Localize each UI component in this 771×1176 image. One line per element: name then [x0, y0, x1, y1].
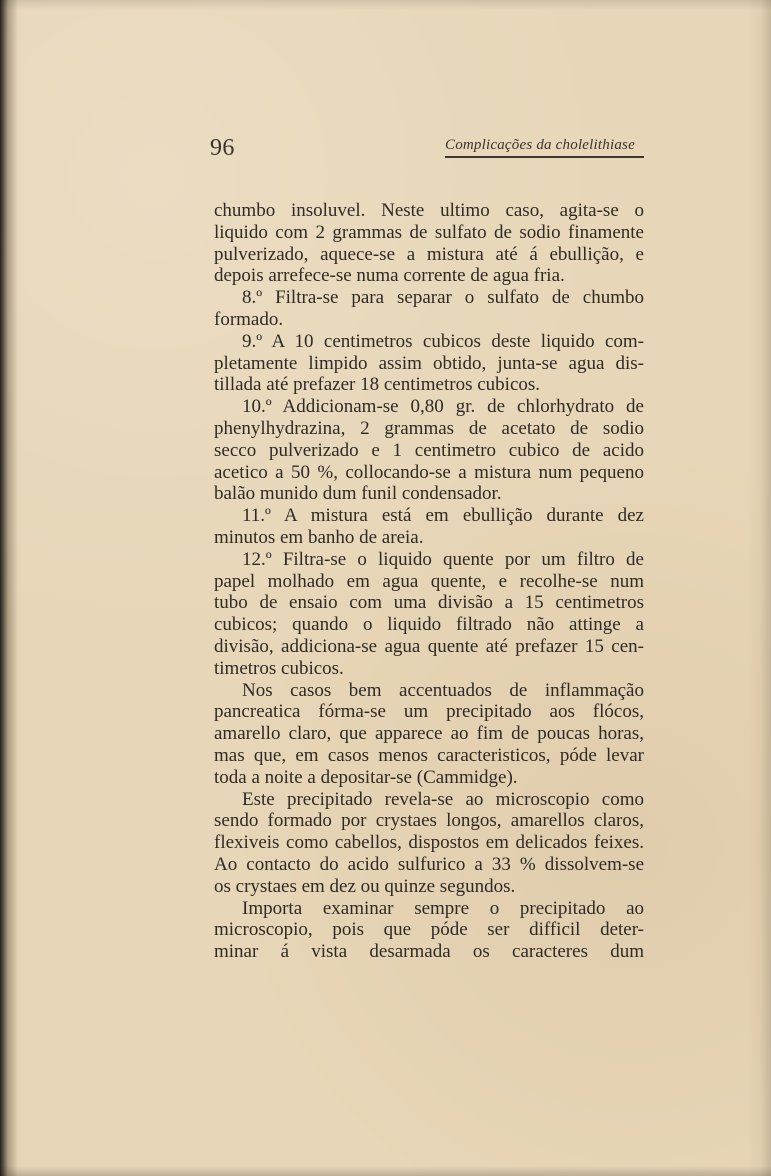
text-line-18: papel molhado em agua quente, e recolhe-se num	[214, 570, 644, 592]
text-line-30: flexiveis como cabellos, dispostos em delicados feixes.	[214, 832, 644, 854]
text-line-23: Nos casos bem accentuados de inflammação	[242, 679, 644, 701]
text-line-7: 9.º A 10 centimetros cubicos deste liquido com-	[242, 330, 644, 352]
text-line-24: pancreatica fórma-se um precipitado aos flócos,	[214, 701, 644, 723]
text-line-35: minar á vista desarmada os caracteres dum	[214, 941, 644, 963]
text-line-12: secco pulverizado e 1 centimetro cubico de acido	[214, 439, 644, 461]
text-line-29: sendo formado por crystaes longos, amarellos claros,	[214, 810, 644, 832]
page-number: 96	[210, 135, 235, 161]
text-line-33: Importa examinar sempre o precipitado ao	[242, 897, 644, 919]
text-line-5: 8.º Filtra-se para separar o sulfato de chumbo	[242, 287, 644, 309]
text-line-19: tubo de ensaio com uma divisão a 15 centimetros	[214, 592, 644, 614]
text-line-9: tillada até prefazer 18 centimetros cubicos.	[214, 374, 541, 396]
text-line-10: 10.º Addicionam-se 0,80 gr. de chlorhydrato de	[242, 396, 644, 418]
page-edge-shadow-bottom	[0, 1166, 771, 1176]
text-line-14: balão munido dum funil condensador.	[214, 483, 502, 505]
text-line-21: divisão, addiciona-se agua quente até prefazer 15 cen-	[214, 635, 644, 657]
text-line-1: chumbo insoluvel. Neste ultimo caso, agita-se o	[214, 200, 644, 221]
text-line-4: depois arrefece-se numa corrente de agua fria.	[214, 265, 565, 287]
page-edge-shadow-top	[0, 0, 771, 10]
text-line-26: mas que, em casos menos caracteristicos, póde levar	[214, 744, 644, 766]
body-text-column	[214, 200, 644, 963]
text-line-25: amarello claro, que apparece ao fim de poucas horas,	[214, 723, 644, 745]
text-line-11: phenylhydrazina, 2 grammas de acetato de sodio	[214, 417, 644, 439]
running-header-title: Complicações da cholelithiase	[445, 137, 635, 153]
text-line-8: pletamente limpido assim obtido, junta-se agua dis-	[214, 352, 644, 374]
text-line-22: timetros cubicos.	[214, 657, 344, 679]
header-underline	[445, 156, 644, 158]
page-edge-shadow-right	[761, 0, 771, 1176]
text-line-15: 11.º A mistura está em ebullição durante dez	[242, 505, 644, 527]
text-line-2: liquido com 2 grammas de sulfato de sodio finamente	[214, 221, 644, 243]
text-line-13: acetico a 50 %, collocando-se a mistura num pequeno	[214, 461, 644, 483]
text-line-31: Ao contacto do acido sulfurico a 33 % dissolvem-se	[214, 853, 644, 875]
page-edge-shadow-left	[0, 0, 18, 1176]
text-line-20: cubicos; quando o liquido filtrado não attinge a	[214, 614, 644, 636]
text-line-28: Este precipitado revela-se ao microscopio como	[242, 788, 644, 810]
text-line-17: 12.º Filtra-se o liquido quente por um filtro de	[242, 548, 644, 570]
text-line-27: toda a noite a depositar-se (Cammidge).	[214, 766, 518, 788]
text-line-32: os crystaes em dez ou quinze segundos.	[214, 875, 516, 897]
text-line-6: formado.	[214, 308, 284, 330]
text-line-34: microscopio, pois que póde ser difficil deter-	[214, 919, 644, 941]
text-line-3: pulverizado, aquece-se a mistura até á ebullição, e	[214, 243, 644, 265]
text-line-16: minutos em banho de areia.	[214, 526, 424, 548]
